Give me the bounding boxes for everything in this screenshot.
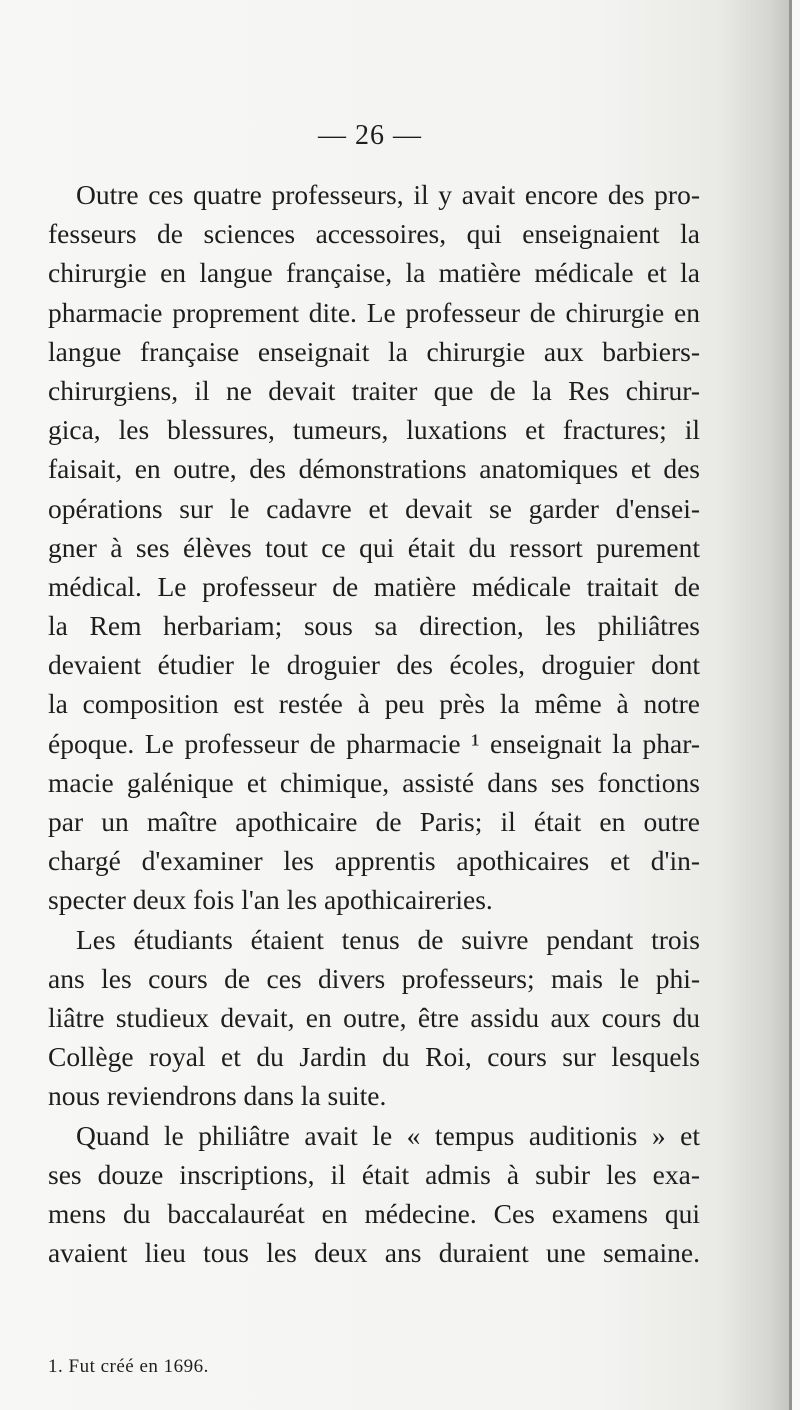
text-line: la composition est restée à peu près la même à notre — [48, 688, 700, 720]
text-line: gner à ses élèves tout ce qui était du ressort purement — [48, 531, 700, 563]
page-binding-shadow — [789, 0, 792, 1410]
text-line: médical. Le professeur de matière médicale traitait de — [48, 570, 700, 602]
text-line: nous reviendrons dans la suite. — [48, 1080, 387, 1112]
text-line: langue française enseignait la chirurgie aux barbiers- — [48, 335, 700, 367]
text-line: la Rem herbariam; sous sa direction, les philiâtres — [48, 610, 700, 642]
text-line: mens du baccalauréat en médecine. Ces examens qui — [48, 1197, 700, 1229]
body-text — [48, 175, 700, 1272]
text-line: fesseurs de sciences accessoires, qui enseignaient la — [48, 218, 700, 250]
text-line: Collège royal et du Jardin du Roi, cours sur lesquels — [48, 1041, 700, 1073]
text-line: chirurgie en langue française, la matière médicale et la — [48, 257, 700, 289]
page-number: — 26 — — [318, 120, 422, 151]
text-line: Quand le philiâtre avait le « tempus auditionis » et — [76, 1119, 700, 1151]
text-line: specter deux fois l'an les apothicaireries. — [48, 884, 493, 916]
text-line: opérations sur le cadavre et devait se garder d'ensei- — [48, 492, 700, 524]
footnote: 1. Fut créé en 1696. — [48, 1356, 209, 1377]
text-line: époque. Le professeur de pharmacie ¹ enseignait la phar- — [48, 727, 700, 759]
text-line: faisait, en outre, des démonstrations anatomiques et des — [48, 453, 700, 485]
page-edge-margin — [792, 0, 800, 1410]
text-line: macie galénique et chimique, assisté dans ses fonctions — [48, 766, 700, 798]
text-line: Les étudiants étaient tenus de suivre pendant trois — [76, 923, 700, 955]
text-line: pharmacie proprement dite. Le professeur de chirurgie en — [48, 296, 700, 328]
text-line: ans les cours de ces divers professeurs; mais le phi- — [48, 962, 700, 994]
text-line: par un maître apothicaire de Paris; il était en outre — [48, 806, 700, 837]
text-line: liâtre studieux devait, en outre, être assidu aux cours du — [48, 1001, 700, 1033]
text-line: devaient étudier le droguier des écoles, droguier dont — [48, 649, 700, 681]
text-line: avaient lieu tous les deux ans duraient une semaine. — [48, 1237, 700, 1269]
text-line: ses douze inscriptions, il était admis à subir les exa- — [48, 1158, 700, 1190]
text-line: Outre ces quatre professeurs, il y avait encore des pro- — [76, 179, 700, 210]
text-line: chirurgiens, il ne devait traiter que de la Res chirur- — [48, 374, 700, 406]
text-line: chargé d'examiner les apprentis apothicaires et d'in- — [48, 845, 700, 877]
text-line: gica, les blessures, tumeurs, luxations et fractures; il — [48, 414, 700, 446]
